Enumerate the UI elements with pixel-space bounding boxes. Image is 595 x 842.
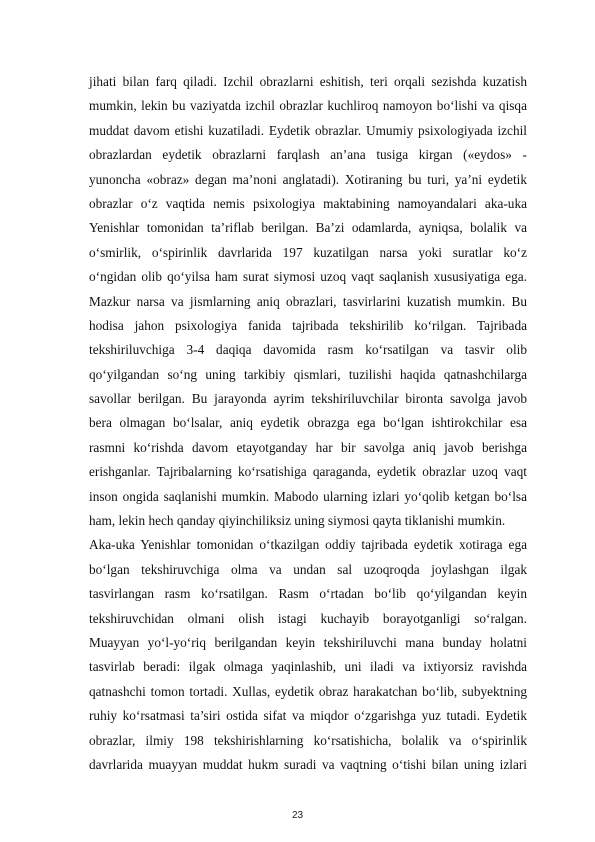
text-line: obrazlar, ilmiy 198 tekshirishlarning ko‘rsatishicha, bolalik va o‘spirinlik (89, 732, 527, 748)
text-line: muddat davom etishi kuzatiladi. Eydetik obrazlar. Umumiy psixologiyada izchil (89, 122, 527, 138)
text-line: inson ongida saqlanishi mumkin. Mabodo ularning izlari yo‘qolib ketgan bo‘lsa (89, 488, 527, 504)
text-line: qo‘yilgandan so‘ng uning tarkibiy qismlari, tuzilishi haqida qatnashchilarga (89, 366, 527, 382)
text-line: Yenishlar tomonidan ta’riflab berilgan. Ba’zi odamlarda, ayniqsa, bolalik va (89, 220, 527, 236)
text-line: davrlarida muayyan muddat hukm suradi va vaqtning o‘tishi bilan uning izlari (89, 756, 527, 772)
text-line: erishganlar. Tajribalarning ko‘rsatishiga qaraganda, eydetik obrazlar uzoq vaqt (89, 464, 527, 480)
text-line: Aka-uka Yenishlar tomonidan o‘tkazilgan oddiy tajribada eydetik xotiraga ega (89, 537, 527, 553)
text-line: o‘ngidan olib qo‘yilsa ham surat siymosi uzoq vaqt saqlanish xususiyatiga ega. (89, 269, 527, 285)
text-line: tasvirlangan rasm ko‘rsatilgan. Rasm o‘rtadan bo‘lib qo‘yilgandan keyin (89, 586, 527, 602)
text-line: tasvirlab beradi: ilgak olmaga yaqinlashib, uni iladi va ixtiyorsiz ravishda (89, 659, 527, 675)
body-text (89, 70, 527, 777)
text-line: jihati bilan farq qiladi. Izchil obrazlarni eshitish, teri orqali sezishda kuzatish (89, 74, 527, 89)
text-line: bo‘lgan tekshiruvchiga olma va undan sal uzoqroqda joylashgan ilgak (89, 561, 527, 577)
text-line: Muayyan yo‘l-yo‘riq berilgandan keyin tekshiriluvchi mana bunday holatni (89, 634, 527, 650)
text-line: yunoncha «obraz» degan ma’noni anglatadi). Xotiraning bu turi, ya’ni eydetik (89, 171, 527, 187)
text-line: hodisa jahon psixologiya fanida tajribada tekshirilib ko‘rilgan. Tajribada (89, 317, 527, 333)
text-line: obrazlar o‘z vaqtida nemis psixologiya maktabining namoyandalari aka-uka (89, 195, 527, 211)
text-line: qatnashchi tomon tortadi. Xullas, eydetik obraz harakatchan bo‘lib, subyektning (89, 683, 527, 699)
text-line: tekshiruvchidan olmani olish istagi kuchayib borayotganligi so‘ralgan. (89, 610, 527, 626)
text-line: mumkin, lekin bu vaziyatda izchil obrazlar kuchliroq namoyon bo‘lishi va qisqa (89, 98, 527, 114)
text-line: bera olmagan bo‘lsalar, aniq eydetik obrazga ega bo‘lgan ishtirokchilar esa (89, 415, 527, 431)
text-line: tekshiriluvchiga 3-4 daqiqa davomida rasm ko‘rsatilgan va tasvir olib (89, 342, 527, 358)
text-line: savollar berilgan. Bu jarayonda ayrim tekshiriluvchilar bironta savolga javob (89, 391, 527, 407)
page-number: 23 (291, 810, 304, 821)
text-line: o‘smirlik, o‘spirinlik davrlarida 197 kuzatilgan narsa yoki suratlar ko‘z (89, 244, 527, 260)
text-line: obrazlardan eydetik obrazlarni farqlash an’ana tusiga kirgan («eydos» - (89, 147, 527, 163)
paragraph-last-line: ham, lekin hech qanday qiyinchiliksiz uning siymosi qayta tiklanishi mumkin. (89, 513, 506, 529)
text-line: Mazkur narsa va jismlarning aniq obrazlari, tasvirlarini kuzatish mumkin. Bu (89, 293, 527, 309)
text-line: rasmni ko‘rishda davom etayotganday har bir savolga aniq javob berishga (89, 439, 527, 455)
text-line: ruhiy ko‘rsatmasi ta’siri ostida sifat va miqdor o‘zgarishga yuz tutadi. Eydetik (89, 708, 527, 724)
